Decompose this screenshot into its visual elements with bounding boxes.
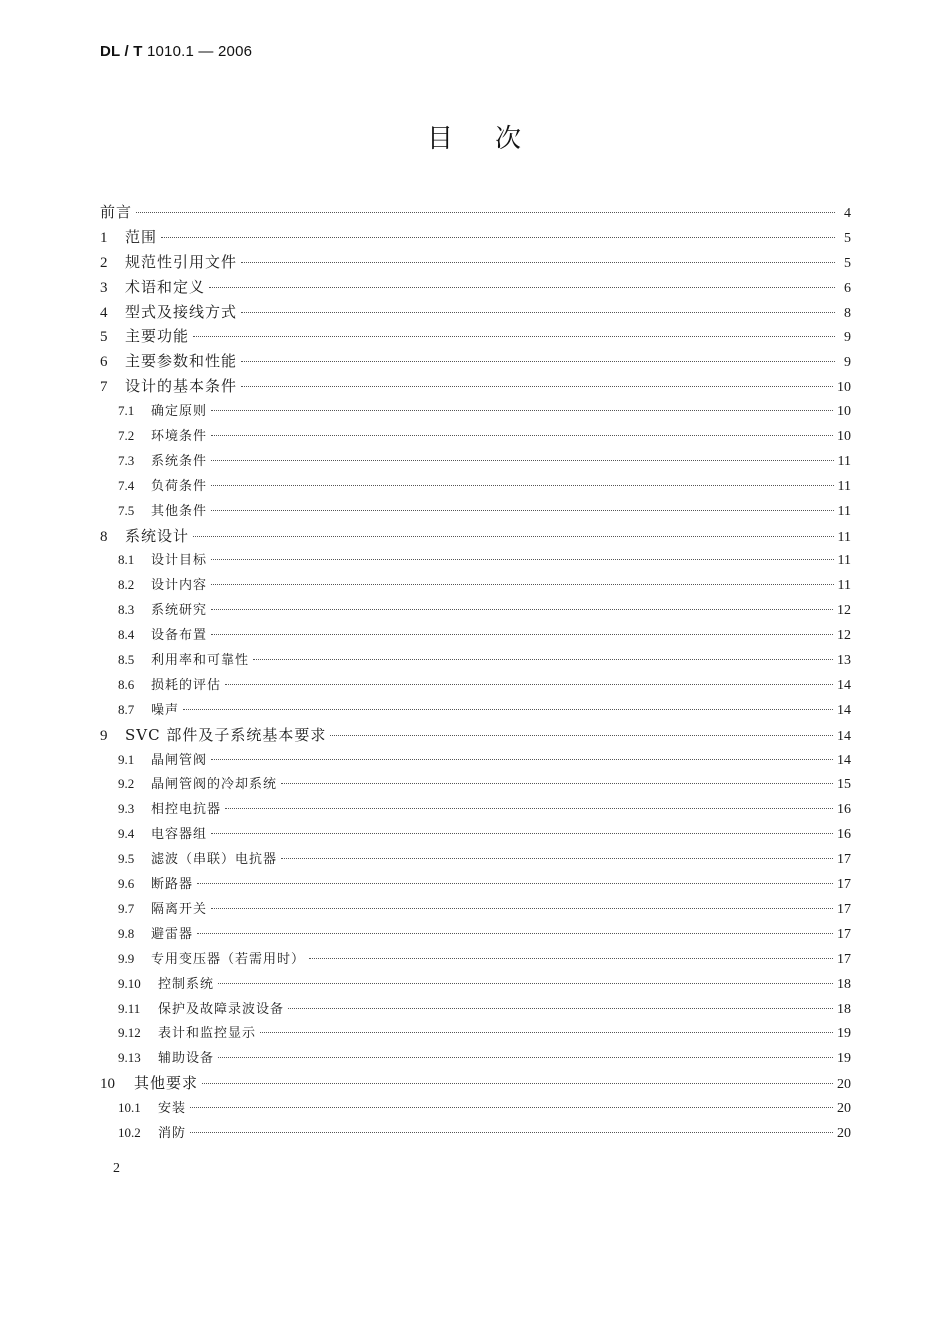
toc-entry-page: 4	[844, 206, 851, 221]
dot-leader	[218, 983, 833, 984]
toc-entry-label: 电容器组	[151, 827, 208, 843]
toc-entry[interactable]	[100, 748, 851, 773]
toc-entry-label: 滤波（串联）电抗器	[151, 852, 278, 868]
toc-entry-number: 9.1	[118, 751, 135, 767]
toc-entry-page: 10	[837, 404, 851, 420]
toc-entry[interactable]	[100, 673, 851, 698]
toc-entry-page: 18	[837, 1001, 851, 1017]
toc-entry-label: 相控电抗器	[151, 802, 222, 818]
toc-entry[interactable]	[100, 225, 851, 250]
toc-entry-number: 9.4	[118, 826, 135, 842]
toc-entry[interactable]	[100, 548, 851, 573]
toc-entry-label: 利用率和可靠性	[151, 653, 250, 669]
dot-leader	[211, 908, 833, 909]
toc-entry-page: 17	[837, 901, 851, 917]
dot-leader	[161, 237, 835, 238]
dot-leader	[211, 833, 833, 834]
toc-entry-page: 16	[837, 802, 851, 818]
dot-leader	[241, 262, 835, 263]
page-title-char-2: 次	[495, 124, 524, 154]
toc-entry-number: 4	[100, 304, 108, 321]
toc-entry-page: 19	[837, 1026, 851, 1042]
toc-entry[interactable]	[100, 399, 851, 424]
toc-entry-page: 8	[844, 305, 851, 321]
toc-entry-label: 控制系统	[158, 976, 215, 992]
toc-entry[interactable]	[100, 573, 851, 598]
toc-entry-number: 7	[100, 379, 108, 396]
dot-leader	[193, 336, 835, 337]
toc-entry-page: 10	[837, 429, 851, 445]
toc-entry-page: 11	[837, 529, 851, 545]
dot-leader	[197, 933, 833, 934]
toc-entry[interactable]	[100, 424, 851, 449]
toc-entry-page: 10	[837, 380, 851, 396]
dot-leader	[211, 759, 833, 760]
toc-entry[interactable]	[100, 349, 851, 374]
toc-entry-label: 辅助设备	[158, 1051, 215, 1067]
toc-entry[interactable]	[100, 797, 851, 822]
toc-entry-page: 14	[837, 728, 851, 744]
toc-entry-label: 晶闸管阀	[151, 752, 208, 768]
toc-entry-number: 9.13	[118, 1050, 141, 1066]
toc-entry[interactable]	[100, 275, 851, 300]
toc-entry[interactable]	[100, 1121, 851, 1146]
dot-leader	[202, 1083, 833, 1084]
toc-entry-number: 7.4	[118, 477, 135, 493]
page-number: 2	[113, 1161, 120, 1176]
toc-entry-page: 14	[837, 677, 851, 693]
toc-entry-number: 8.6	[118, 676, 135, 692]
toc-entry-number: 9.12	[118, 1025, 141, 1041]
toc-entry-page: 11	[837, 503, 851, 519]
dot-leader	[211, 559, 834, 560]
toc-entry-label: 晶闸管阀的冷却系统	[151, 777, 278, 793]
toc-entry-label: 其他条件	[151, 503, 208, 519]
toc-entry-label: 术语和定义	[125, 277, 206, 296]
dot-leader	[193, 536, 834, 537]
toc-entry-page: 9	[844, 355, 851, 371]
toc-entry-number: 9.5	[118, 851, 135, 867]
toc-entry-label: 前言	[100, 203, 133, 221]
dot-leader	[211, 510, 834, 511]
toc-entry-number: 9	[100, 727, 108, 744]
toc-entry[interactable]	[100, 300, 851, 325]
dot-leader	[211, 609, 833, 610]
toc-entry[interactable]	[100, 972, 851, 997]
toc-entry-number: 8.1	[118, 552, 135, 568]
toc-entry-page: 9	[844, 330, 851, 346]
toc-entry-number: 9.9	[118, 950, 135, 966]
standard-code	[100, 43, 252, 60]
standard-code-number: 1010.1 — 2006	[146, 43, 253, 60]
toc-entry[interactable]	[100, 200, 851, 225]
toc-entry-page: 17	[837, 852, 851, 868]
toc-entry[interactable]	[100, 922, 851, 947]
toc-entry-number: 2	[100, 254, 108, 271]
toc-entry-page: 12	[837, 628, 851, 644]
page-title-char-1: 目	[426, 124, 455, 154]
toc-entry-number: 8	[100, 528, 108, 545]
toc-entry-label: 其他要求	[134, 1074, 199, 1093]
dot-leader	[225, 808, 833, 809]
toc-entry-label: 主要功能	[125, 327, 190, 346]
toc-entry-page: 20	[837, 1077, 851, 1093]
toc-entry-number: 10	[100, 1076, 115, 1093]
toc-entry-label: 安装	[158, 1101, 187, 1117]
toc-entry[interactable]	[100, 1021, 851, 1046]
toc-entry[interactable]	[100, 723, 851, 748]
toc-entry[interactable]	[100, 997, 851, 1022]
toc-entry-page: 20	[837, 1125, 851, 1141]
toc-entry-number: 10.2	[118, 1124, 141, 1140]
dot-leader	[211, 460, 834, 461]
toc-entry-label: 噪声	[151, 702, 180, 718]
toc-entry[interactable]	[100, 598, 851, 623]
toc-entry-number: 3	[100, 279, 108, 296]
toc-entry-page: 5	[844, 255, 851, 271]
toc-entry-label: 隔离开关	[151, 901, 208, 917]
toc-entry-number: 7.1	[118, 403, 135, 419]
toc-entry-number: 10.1	[118, 1100, 141, 1116]
toc-entry-number: 9.2	[118, 776, 135, 792]
toc-entry-page: 16	[837, 827, 851, 843]
dot-leader	[225, 684, 833, 685]
dot-leader	[218, 1057, 833, 1058]
dot-leader	[211, 584, 834, 585]
toc-entry[interactable]	[100, 897, 851, 922]
toc-entry-label: 设计内容	[151, 578, 208, 594]
toc-entry-page: 5	[844, 230, 851, 246]
toc-entry-number: 7.2	[118, 428, 135, 444]
dot-leader	[241, 361, 835, 362]
toc-entry-label: 保护及故障录波设备	[158, 1001, 285, 1017]
dot-leader	[183, 709, 833, 710]
toc-entry[interactable]	[100, 847, 851, 872]
toc-entry-number: 9.10	[118, 975, 141, 991]
toc-entry-label: 专用变压器（若需用时）	[151, 951, 306, 967]
dot-leader	[211, 634, 833, 635]
dot-leader	[288, 1008, 833, 1009]
toc-entry-number: 5	[100, 329, 108, 346]
toc-entry-label: 表计和监控显示	[158, 1026, 257, 1042]
toc-entry[interactable]	[100, 698, 851, 723]
dot-leader	[190, 1132, 833, 1133]
toc-entry-label: 范围	[125, 227, 158, 246]
toc-entry-number: 9.7	[118, 900, 135, 916]
dot-leader	[211, 485, 834, 486]
dot-leader	[190, 1107, 833, 1108]
toc-entry-number: 6	[100, 354, 108, 371]
toc-entry-number: 9.6	[118, 876, 135, 892]
toc-entry-label: 消防	[158, 1125, 187, 1141]
toc-entry-page: 19	[837, 1051, 851, 1067]
toc-entry-page: 17	[837, 951, 851, 967]
toc-entry-page: 11	[837, 453, 851, 469]
toc-entry-page: 20	[837, 1101, 851, 1117]
toc-entry-number: 9.3	[118, 801, 135, 817]
toc-entry-page: 11	[837, 553, 851, 569]
page-title	[0, 118, 950, 155]
dot-leader	[241, 386, 833, 387]
toc-entry-number: 7.5	[118, 502, 135, 518]
toc-entry[interactable]	[100, 1046, 851, 1071]
toc-entry[interactable]	[100, 499, 851, 524]
toc-entry-number: 9.8	[118, 925, 135, 941]
toc-entry[interactable]	[100, 324, 851, 349]
toc-entry[interactable]	[100, 822, 851, 847]
toc-entry-number: 8.4	[118, 627, 135, 643]
toc-entry-label: 确定原则	[151, 404, 208, 420]
toc-entry[interactable]	[100, 1071, 851, 1096]
toc-entry-number: 8.2	[118, 577, 135, 593]
toc-entry-label: 设备布置	[151, 628, 208, 644]
toc-entry[interactable]	[100, 872, 851, 897]
toc-entry-number: 8.3	[118, 602, 135, 618]
toc-entry-label: 设计的基本条件	[125, 377, 238, 396]
dot-leader	[241, 312, 835, 313]
dot-leader	[211, 410, 833, 411]
dot-leader	[281, 858, 833, 859]
dot-leader	[309, 958, 833, 959]
toc-entry-number: 1	[100, 229, 108, 246]
dot-leader	[211, 435, 833, 436]
toc-entry-page: 13	[837, 653, 851, 669]
toc-entry-label: 负荷条件	[151, 478, 208, 494]
toc-entry-page: 11	[837, 478, 851, 494]
toc-entry-label: 环境条件	[151, 429, 208, 445]
dot-leader	[136, 212, 835, 213]
toc-entry-number: 8.5	[118, 652, 135, 668]
toc-entry-label: SVC 部件及子系统基本要求	[125, 725, 327, 744]
toc-entry-label: 系统设计	[125, 526, 190, 545]
toc-entry-label: 系统研究	[151, 603, 208, 619]
dot-leader	[209, 287, 835, 288]
toc-entry-page: 6	[844, 280, 851, 296]
toc-entry[interactable]	[100, 250, 851, 275]
toc-entry-page: 11	[837, 578, 851, 594]
toc-entry[interactable]	[100, 623, 851, 648]
toc-entry-page: 17	[837, 877, 851, 893]
toc-entry-page: 14	[837, 752, 851, 768]
toc-entry-label: 规范性引用文件	[125, 252, 238, 271]
toc-entry-label: 主要参数和性能	[125, 352, 238, 371]
toc-entry[interactable]	[100, 524, 851, 549]
dot-leader	[260, 1032, 833, 1033]
dot-leader	[253, 659, 833, 660]
toc-entry-page: 18	[837, 976, 851, 992]
toc-entry-number: 8.7	[118, 701, 135, 717]
toc-entry[interactable]	[100, 648, 851, 673]
toc-entry-label: 避雷器	[151, 926, 194, 942]
toc-entry-label: 断路器	[151, 877, 194, 893]
toc-entry-page: 14	[837, 702, 851, 718]
toc-entry-page: 17	[837, 926, 851, 942]
toc-entry[interactable]	[100, 1096, 851, 1121]
toc-entry-page: 12	[837, 603, 851, 619]
toc-entry[interactable]	[100, 374, 851, 399]
toc-entry-number: 9.11	[118, 1000, 141, 1016]
toc-entry-label: 设计目标	[151, 553, 208, 569]
toc-entry-number: 7.3	[118, 452, 135, 468]
dot-leader	[330, 735, 833, 736]
toc-entry[interactable]	[100, 947, 851, 972]
dot-leader	[197, 883, 833, 884]
table-of-contents	[100, 200, 851, 1146]
toc-entry-label: 型式及接线方式	[125, 302, 238, 321]
toc-entry-label: 系统条件	[151, 453, 208, 469]
toc-entry[interactable]	[100, 474, 851, 499]
standard-code-prefix: DL / T	[100, 43, 143, 60]
toc-entry-label: 损耗的评估	[151, 677, 222, 693]
dot-leader	[281, 783, 833, 784]
toc-entry[interactable]	[100, 449, 851, 474]
toc-entry-page: 15	[837, 777, 851, 793]
toc-entry[interactable]	[100, 772, 851, 797]
